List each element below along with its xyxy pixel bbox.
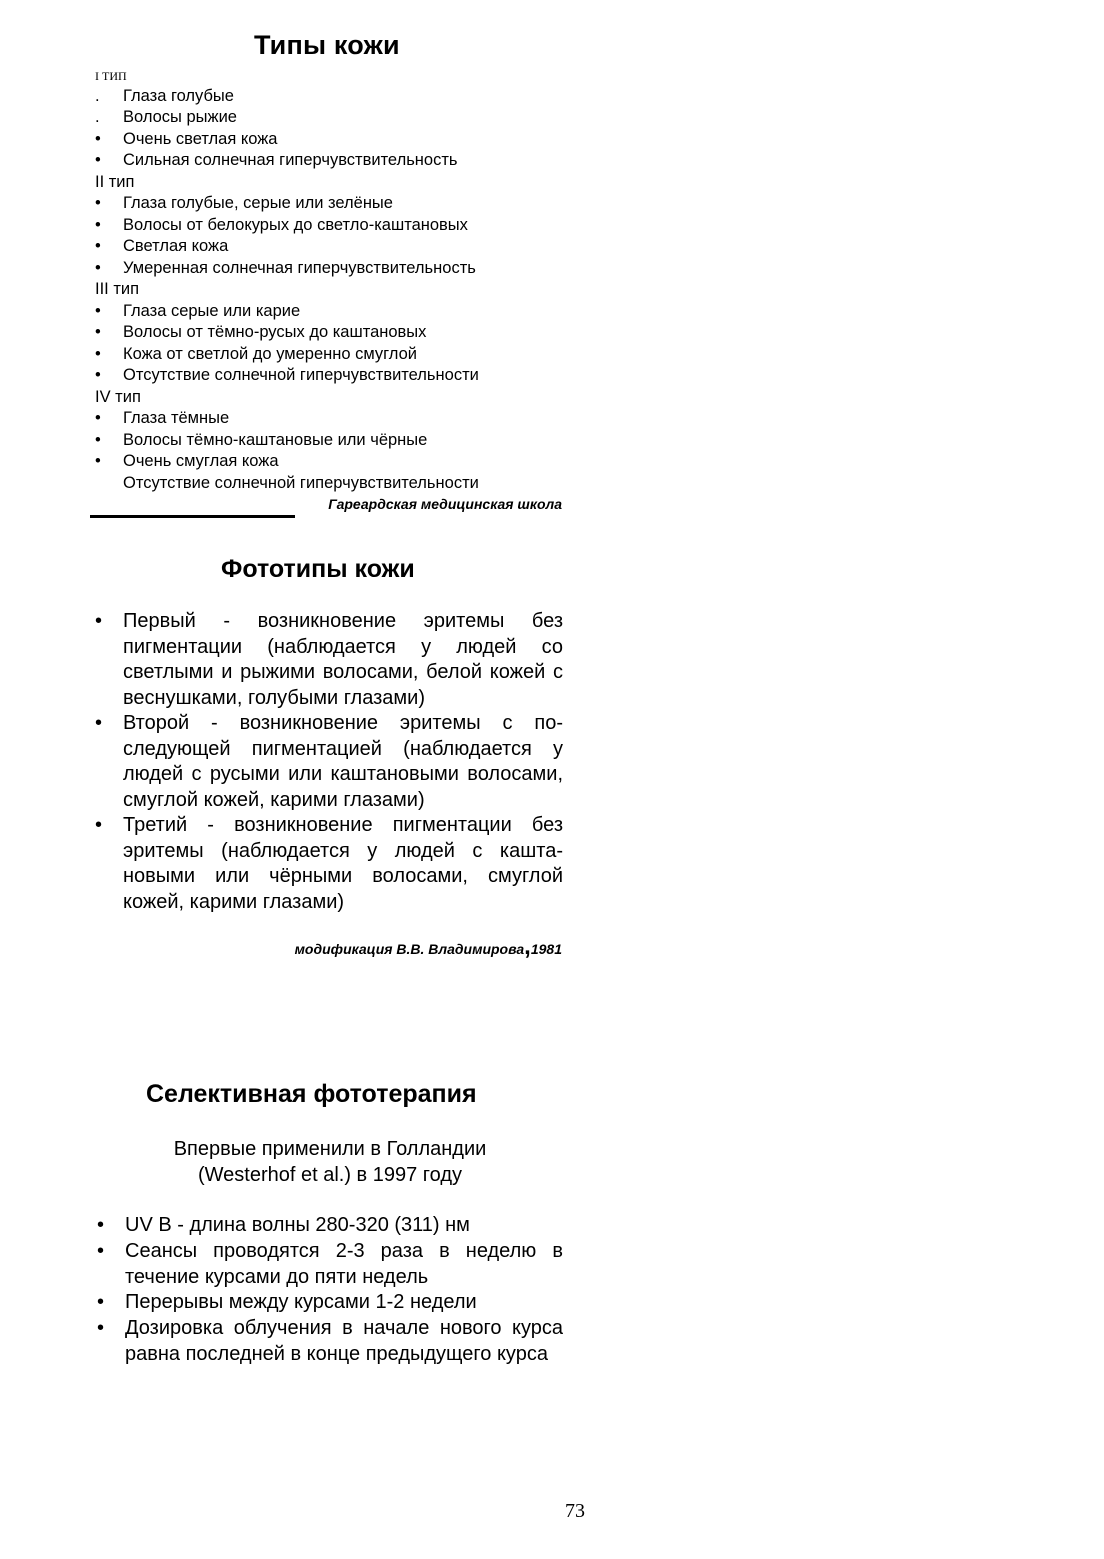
skin-type-line: [95, 365, 615, 387]
source-rule: [90, 515, 295, 518]
skin-type-heading-text: III тип: [95, 280, 140, 298]
phototherapy-item: [97, 1316, 563, 1368]
page-number: 73: [565, 1500, 585, 1522]
skin-type-heading-text: II тип: [95, 172, 135, 191]
bullet-mark: •: [95, 366, 101, 384]
skin-type-line-text: Волосы рыжие: [123, 108, 237, 126]
selective-phototherapy-intro: [120, 1137, 540, 1188]
skin-type-heading: [95, 64, 615, 86]
bullet-mark: •: [95, 409, 101, 427]
intro-line: Впервые применили в Голландии: [173, 1138, 487, 1160]
bullet-mark: •: [97, 1291, 105, 1314]
skin-type-line: [95, 473, 615, 495]
skin-type-line: [95, 408, 615, 430]
bullet-mark: •: [95, 344, 101, 363]
phototypes-source: [240, 933, 562, 961]
bullet-mark: .: [95, 108, 100, 126]
skin-type-line-text: Очень светлая кожа: [123, 129, 278, 148]
skin-type-line-text: Кожа от светлой до умеренно смуглой: [123, 344, 418, 363]
skin-type-heading: [95, 387, 615, 409]
intro-line: (Westerhof et al.) в 1997 году: [197, 1163, 462, 1186]
skin-type-line-text: Волосы от белокурых до светло-каштановых: [123, 215, 468, 234]
skin-type-line-text: Светлая кожа: [123, 237, 229, 255]
bullet-mark: .: [95, 86, 100, 105]
skin-type-line: [95, 301, 615, 323]
skin-type-line-text: Сильная солнечная гиперчувствительность: [123, 151, 458, 169]
phototype-item: [95, 609, 563, 711]
bullet-mark: •: [95, 452, 101, 470]
selective-phototherapy-list: [97, 1213, 563, 1368]
bullet-mark: •: [95, 814, 103, 836]
bullet-mark: •: [95, 430, 101, 449]
phototype-item: [95, 813, 563, 915]
phototype-item-text: Первый - возникновение эритемы без пигментации (наблюдается у людей со светлыми и рыжими волосами, белой кожей с веснушками, голубыми глазами): [123, 610, 563, 709]
bullet-mark: •: [95, 194, 101, 212]
phototherapy-item: [97, 1290, 563, 1316]
phototherapy-item: [97, 1213, 563, 1239]
skin-type-line: [95, 451, 615, 473]
skin-type-line: [95, 129, 615, 151]
bullet-mark: •: [95, 151, 101, 169]
bullet-mark: •: [97, 1239, 105, 1262]
bullet-mark: •: [95, 258, 101, 277]
phototype-item-text: Третий - возникновение пигментации без эритемы (наблюдается у людей с каштановыми или чёрными волосами, смуглой кожей, карими глазами): [123, 814, 563, 913]
skin-type-line: [95, 215, 615, 237]
skin-type-line-text: Умеренная солнечная гиперчувствительность: [123, 258, 476, 277]
phototherapy-item-text: UV В - длина волны 280-320 (311) нм: [125, 1214, 470, 1236]
skin-type-heading: [95, 279, 615, 301]
phototypes-source-comma: ,: [524, 933, 531, 960]
bullet-mark: •: [97, 1214, 105, 1236]
skin-type-heading: [95, 172, 615, 194]
selective-phototherapy-title: Селективная фототерапия: [146, 1080, 477, 1108]
phototherapy-item: [97, 1239, 563, 1291]
phototherapy-item-text: Дозировка облучения в начале нового курса равна последней в конце предыдущего курса: [125, 1317, 563, 1365]
skin-type-line-text: Отсутствие солнечной гиперчувствительности: [123, 473, 479, 492]
bullet-mark: •: [95, 215, 101, 234]
skin-types-list: [95, 64, 615, 494]
skin-type-heading-text: I ТИП: [95, 69, 127, 83]
skin-type-line-text: Волосы тёмно-каштановые или чёрные: [123, 430, 428, 449]
skin-type-line-text: Отсутствие солнечной гиперчувствительности: [123, 366, 479, 384]
skin-type-line-text: Глаза серые или карие: [123, 301, 301, 320]
phototherapy-item-text: Сеансы проводятся 2-3 раза в неделю в течение курсами до пяти недель: [125, 1239, 563, 1288]
skin-type-line: [95, 236, 615, 258]
skin-types-title: Типы кожи: [254, 30, 400, 60]
phototype-item-text: Второй - возникновение эритемы с последующей пигментацией (наблюдается у людей с русыми или каштановыми волосами, смуглой кожей, карими глазами): [123, 712, 563, 811]
bullet-mark: •: [95, 129, 101, 148]
skin-type-line: [95, 86, 615, 108]
skin-type-line-text: Глаза тёмные: [123, 409, 230, 427]
bullet-mark: •: [95, 610, 103, 632]
skin-type-line: [95, 344, 615, 366]
skin-type-line-text: Очень смуглая кожа: [123, 452, 279, 470]
skin-type-line-text: Глаза голубые: [123, 86, 234, 105]
skin-type-heading-text: IV тип: [95, 387, 141, 406]
bullet-mark: •: [97, 1317, 105, 1340]
phototypes-source-year: 1981: [530, 941, 562, 957]
skin-type-line-text: Глаза голубые, серые или зелёные: [123, 194, 393, 212]
bullet-mark: •: [95, 301, 101, 320]
skin-type-line: [95, 193, 615, 215]
skin-types-source-text: Гареардская медицинская школа: [328, 496, 562, 512]
phototypes-list: [95, 609, 563, 915]
skin-type-line: [95, 150, 615, 172]
phototype-item: [95, 711, 563, 813]
skin-type-line: [95, 322, 615, 344]
phototherapy-item-text: Перерывы между курсами 1-2 недели: [125, 1291, 477, 1314]
skin-types-source: [90, 494, 562, 518]
bullet-mark: •: [95, 237, 101, 255]
skin-type-line: [95, 258, 615, 280]
bullet-mark: •: [95, 712, 103, 734]
skin-type-line: [95, 107, 615, 129]
bullet-mark: •: [95, 323, 101, 341]
phototypes-source-text: модификация В.В. Владимирова: [294, 941, 525, 957]
skin-type-line: [95, 430, 615, 452]
phototypes-title: Фототипы кожи: [221, 555, 415, 583]
skin-type-line-text: Волосы от тёмно-русых до каштановых: [123, 323, 427, 341]
